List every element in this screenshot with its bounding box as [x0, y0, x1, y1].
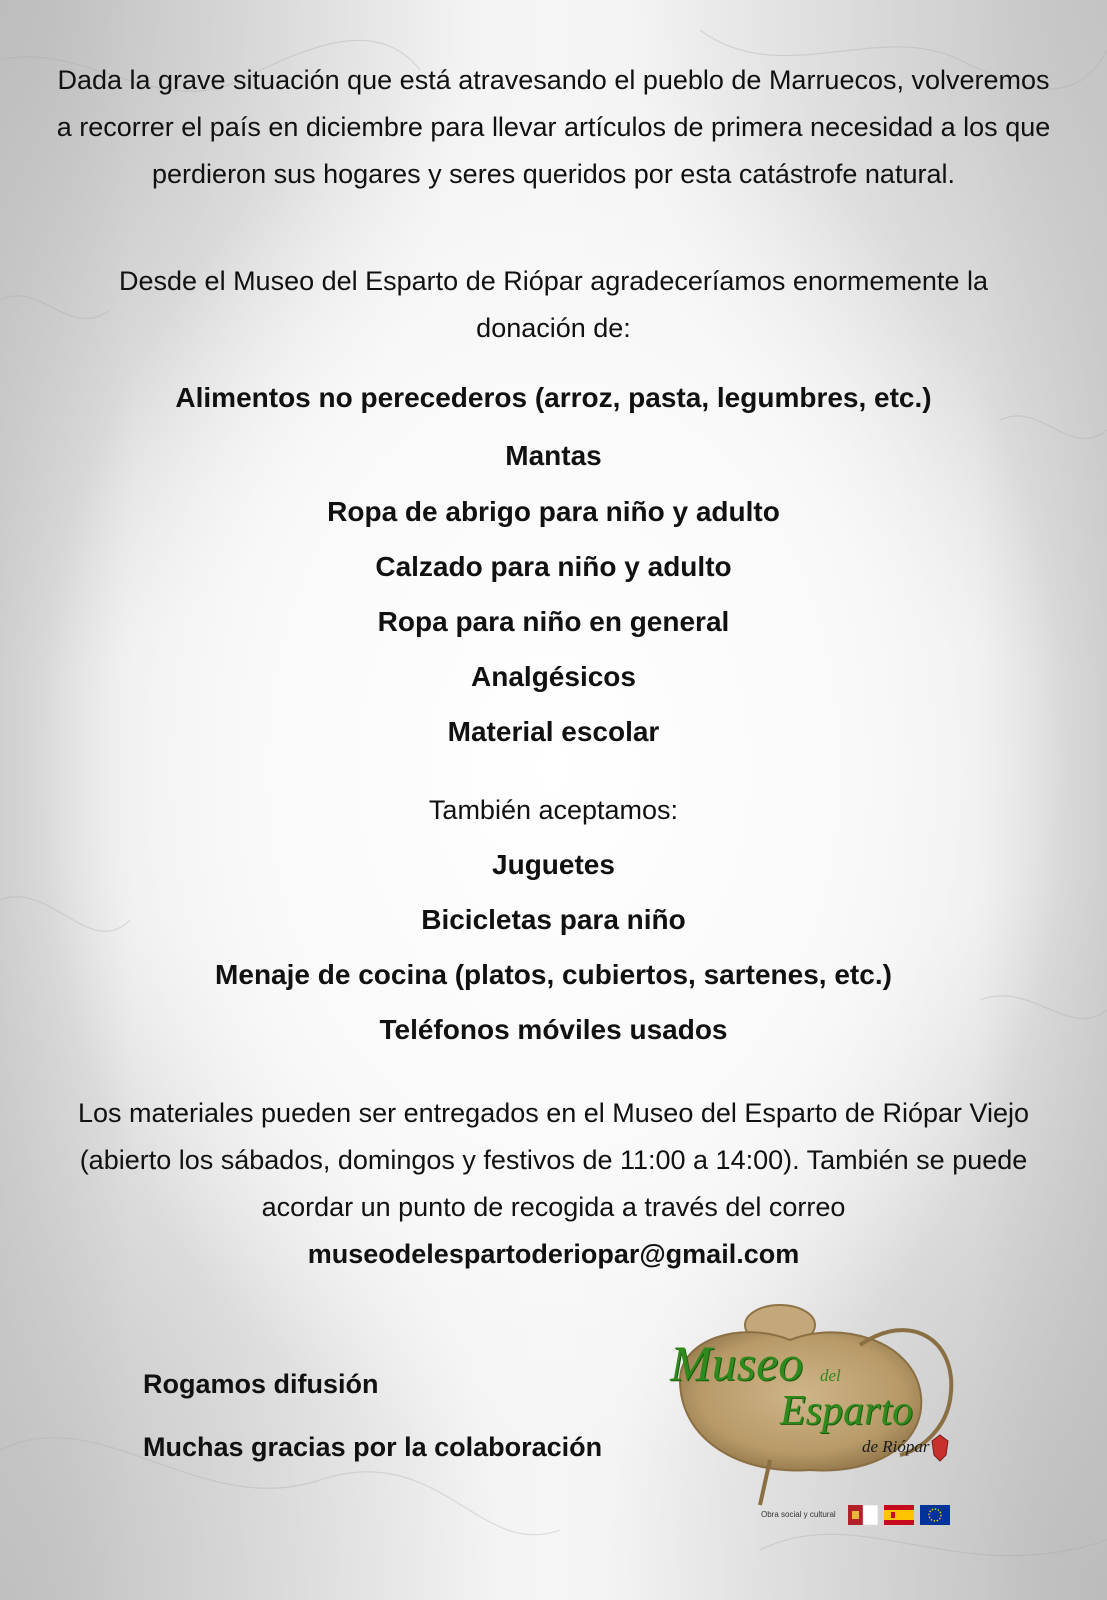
- logo-word-museo: Museo: [670, 1335, 804, 1391]
- also-accepted-item: Juguetes: [492, 849, 615, 880]
- donation-item: Material escolar: [447, 716, 660, 747]
- delivery-text: Los materiales pueden ser entregados en el Museo del Esparto de Riópar Viejo (abierto los sábados, domingos y festivos de 11:00 a 14:00). También se puede acordar un punto de recogida a través del correo: [77, 1098, 1030, 1222]
- donation-item: Alimentos no perecederos (arroz, pasta, legumbres, etc.): [175, 382, 932, 413]
- also-accepted-item: Menaje de cocina (platos, cubiertos, sartenes, etc.): [215, 959, 892, 990]
- logo-word-riopar: de Riópar: [862, 1437, 930, 1456]
- intro-paragraph-1: Dada la grave situación que está atravesando el pueblo de Marruecos, volveremos a recorrer el país en diciembre para llevar artículos de primera necesidad a los que perdieron sus hogares y seres queridos por esta catástrofe natural.: [56, 65, 1051, 189]
- footer-thanks: Muchas gracias por la colaboración: [143, 1432, 603, 1462]
- logo-word-del: del: [820, 1366, 841, 1385]
- spain-flag-icon: [884, 1505, 914, 1525]
- also-accepted-item: Bicicletas para niño: [421, 904, 686, 935]
- donation-item: Mantas: [505, 440, 602, 471]
- castilla-la-mancha-flag-icon: [848, 1505, 878, 1525]
- donation-item: Ropa para niño en general: [377, 606, 730, 637]
- also-accepted-heading: También aceptamos:: [428, 795, 679, 825]
- sponsor-text: Obra social y cultural: [761, 1510, 836, 1519]
- also-accepted-item: Teléfonos móviles usados: [379, 1014, 728, 1045]
- footer-diffusion-request: Rogamos difusión: [143, 1369, 379, 1399]
- intro-paragraph-2: Desde el Museo del Esparto de Riópar agradeceríamos enormemente la donación de:: [119, 266, 988, 343]
- eu-flag-icon: [920, 1505, 950, 1525]
- contact-email-link[interactable]: museodelespartoderiopar@gmail.com: [307, 1239, 800, 1269]
- logo-word-esparto: Esparto: [780, 1388, 914, 1434]
- donation-item: Analgésicos: [471, 661, 636, 692]
- delivery-paragraph: [60, 1090, 1047, 1278]
- donation-item: Calzado para niño y adulto: [375, 551, 732, 582]
- donation-item: Ropa de abrigo para niño y adulto: [327, 496, 780, 527]
